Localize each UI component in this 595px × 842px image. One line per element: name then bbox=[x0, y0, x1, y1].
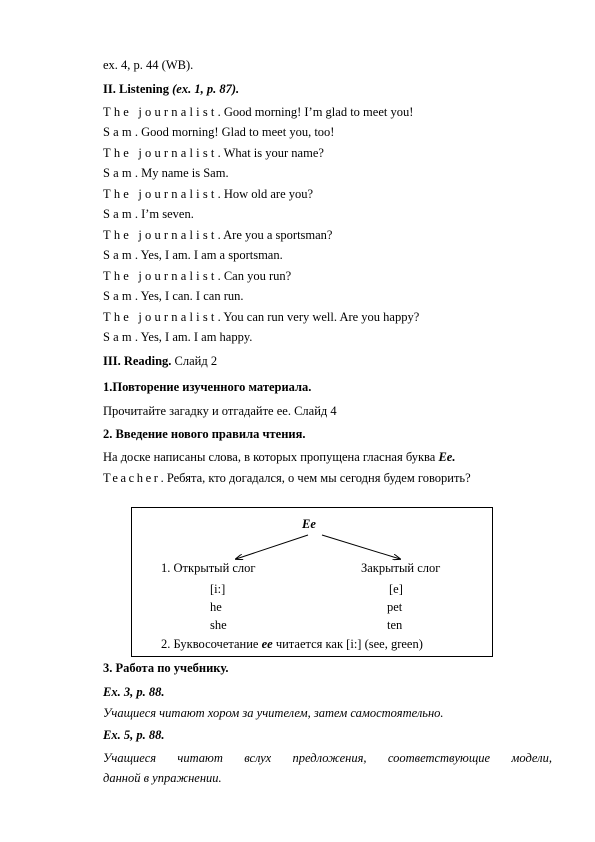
open-syllable-label: 1. Открытый слог bbox=[161, 561, 256, 575]
exercise-3-title: Ex. 3, p. 88. bbox=[103, 685, 165, 699]
open-word: he bbox=[210, 600, 222, 614]
section-1-heading bbox=[103, 379, 311, 395]
dialog-text: . How old are you? bbox=[217, 187, 314, 201]
listening-heading bbox=[103, 81, 239, 97]
speaker-journalist: The journalist bbox=[103, 269, 218, 283]
exercise-5-title: Ex. 5, p. 88. bbox=[103, 728, 165, 742]
closed-sound: [e] bbox=[389, 582, 403, 596]
exercise-5-ref bbox=[103, 727, 164, 743]
exercise-3-ref bbox=[103, 684, 164, 700]
speaker-journalist: The journalist bbox=[103, 105, 218, 119]
dialog-line bbox=[103, 124, 334, 140]
homework-text: ex. 4, p. 44 (WB). bbox=[103, 58, 194, 72]
homework-line bbox=[103, 57, 193, 73]
speaker-teacher: Teacher bbox=[103, 471, 161, 485]
section-2-heading bbox=[103, 426, 306, 442]
dialog-text: . Are you a sportsman? bbox=[217, 228, 333, 242]
dialog-line bbox=[103, 247, 283, 263]
arrow-right bbox=[322, 535, 400, 559]
open-sound: [i:] bbox=[210, 582, 226, 596]
dialog-text: . Yes, I am. I am happy. bbox=[134, 330, 253, 344]
speaker-journalist: The journalist bbox=[103, 228, 218, 242]
dialog-line bbox=[103, 227, 332, 243]
exercise-5-body: Учащиеся читают вслух предложения, соответствующие модели, bbox=[103, 751, 552, 765]
dialog-line bbox=[103, 309, 419, 325]
letter-ee: Ee. bbox=[438, 450, 456, 464]
reading-rule-diagram bbox=[131, 507, 493, 657]
section-3-heading bbox=[103, 660, 228, 676]
exercise-5-text-cont bbox=[103, 770, 222, 786]
section-2-title: 2. Введение нового правила чтения. bbox=[103, 427, 306, 441]
closed-word: pet bbox=[387, 600, 403, 614]
dialog-line bbox=[103, 186, 313, 202]
dialog-text: . Can you run? bbox=[217, 269, 292, 283]
section-1-text bbox=[103, 403, 337, 419]
section-3-title: 3. Работа по учебнику. bbox=[103, 661, 229, 675]
speaker-sam: Sam bbox=[103, 166, 135, 180]
reading-title: III. Reading. bbox=[103, 354, 172, 368]
dialog-text: . Good morning! Glad to meet you, too! bbox=[134, 125, 335, 139]
section-1-title: 1.Повторение изученного материала. bbox=[103, 380, 312, 394]
dialog-line bbox=[103, 329, 252, 345]
dialog-line bbox=[103, 268, 291, 284]
speaker-sam: Sam bbox=[103, 125, 135, 139]
speaker-sam: Sam bbox=[103, 289, 135, 303]
dialog-text: . I’m seven. bbox=[134, 207, 194, 221]
diagram-note: 2. Буквосочетание ee читается как [i:] (see, green) bbox=[161, 637, 423, 651]
teacher-text: . Ребята, кто догадался, о чем мы сегодня будем говорить? bbox=[160, 471, 471, 485]
dialog-line bbox=[103, 165, 229, 181]
dialog-line bbox=[103, 104, 413, 120]
exercise-5-text bbox=[103, 750, 552, 766]
diagram-title: Ee bbox=[302, 517, 316, 531]
speaker-journalist: The journalist bbox=[103, 146, 218, 160]
dialog-text: . My name is Sam. bbox=[134, 166, 229, 180]
dialog-line bbox=[103, 145, 324, 161]
speaker-journalist: The journalist bbox=[103, 187, 218, 201]
exercise-3-text bbox=[103, 705, 444, 721]
reading-slide: Слайд 2 bbox=[171, 354, 218, 368]
dialog-text: . Yes, I am. I am a sportsman. bbox=[134, 248, 283, 262]
speaker-sam: Sam bbox=[103, 207, 135, 221]
section-1-body: Прочитайте загадку и отгадайте ее. Слайд 4 bbox=[103, 404, 337, 418]
speaker-sam: Sam bbox=[103, 248, 135, 262]
dialog-line bbox=[103, 288, 243, 304]
exercise-3-body: Учащиеся читают хором за учителем, затем самостоятельно. bbox=[103, 706, 444, 720]
dialog-text: . Yes, I can. I can run. bbox=[134, 289, 244, 303]
dialog-text: . You can run very well. Are you happy? bbox=[217, 310, 420, 324]
listening-title: II. Listening bbox=[103, 82, 169, 96]
teacher-line bbox=[103, 470, 471, 486]
dialog-line bbox=[103, 206, 194, 222]
closed-word: ten bbox=[387, 618, 403, 632]
speaker-journalist: The journalist bbox=[103, 310, 218, 324]
speaker-sam: Sam bbox=[103, 330, 135, 344]
dialog-text: . What is your name? bbox=[217, 146, 324, 160]
exercise-5-body-cont: данной в упражнении. bbox=[103, 771, 222, 785]
dialog-text: . Good morning! I’m glad to meet you! bbox=[217, 105, 414, 119]
reading-heading bbox=[103, 353, 217, 369]
section-2-body: На доске написаны слова, в которых пропущена гласная буква bbox=[103, 450, 439, 464]
section-2-text bbox=[103, 449, 455, 465]
closed-syllable-label: Закрытый слог bbox=[361, 561, 441, 575]
arrow-left bbox=[236, 535, 308, 559]
listening-ref: (ex. 1, p. 87). bbox=[169, 82, 240, 96]
open-word: she bbox=[210, 618, 227, 632]
